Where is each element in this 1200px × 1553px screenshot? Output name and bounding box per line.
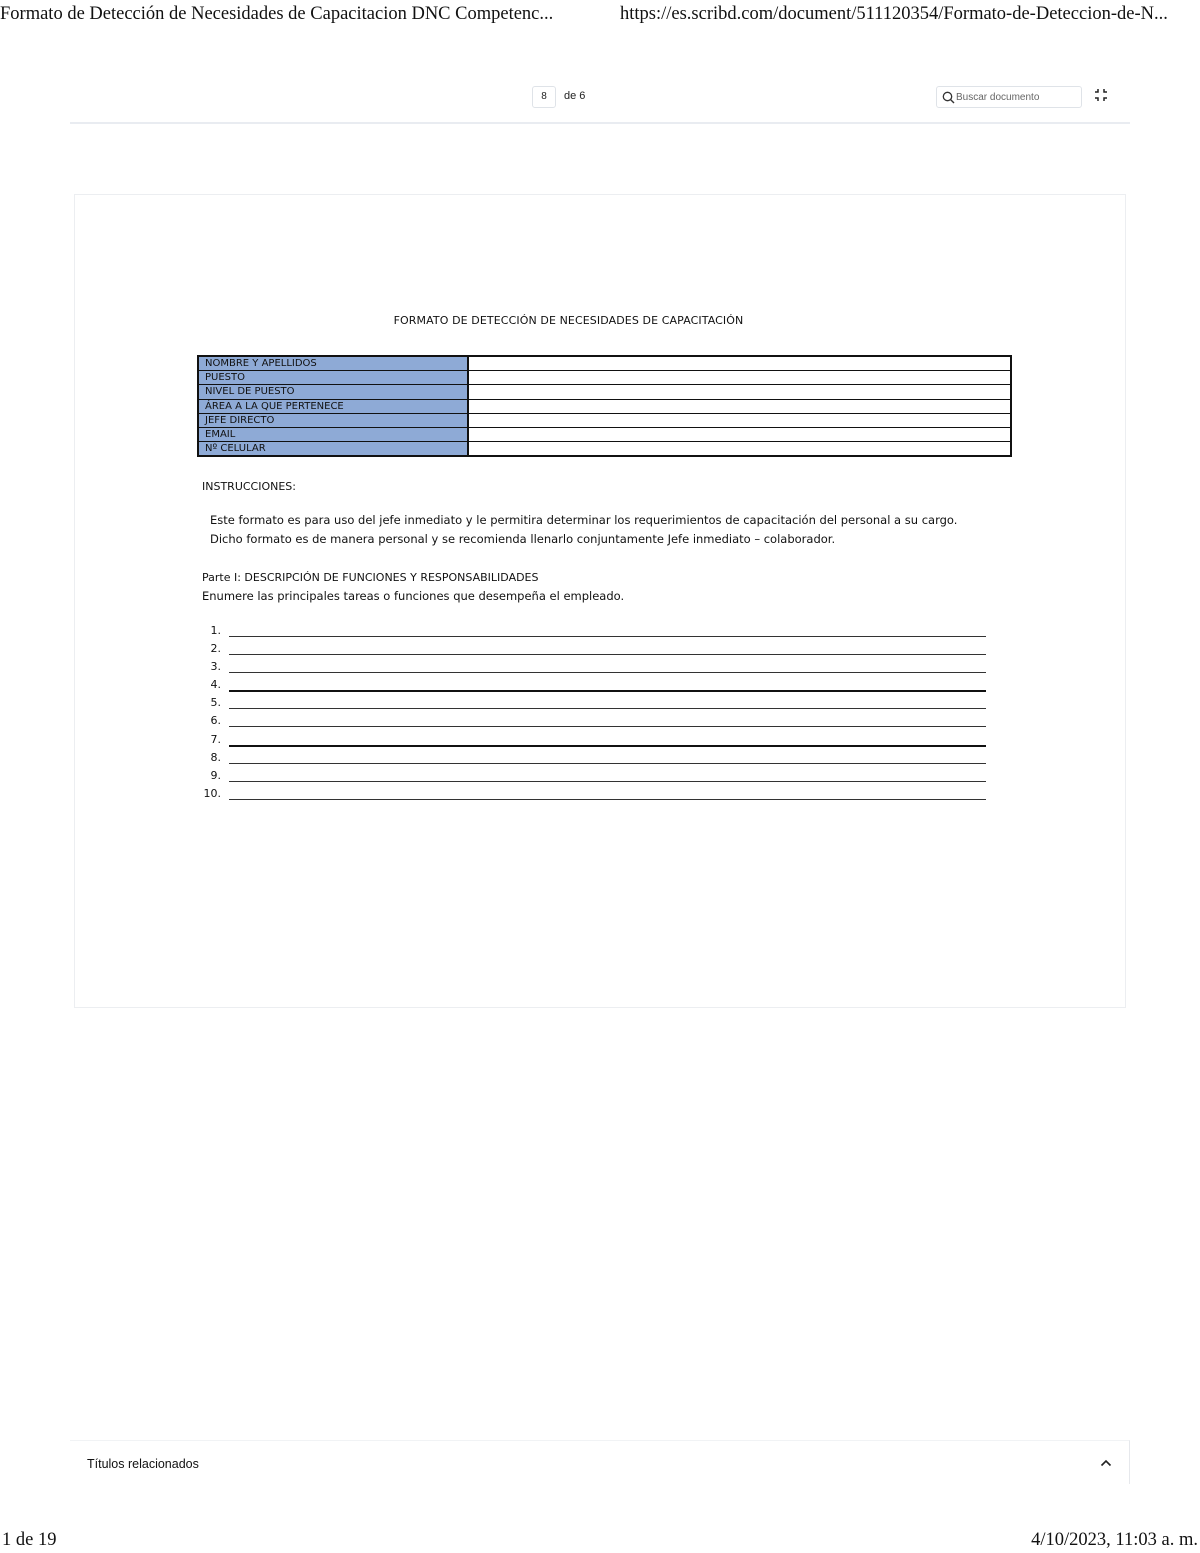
table-row bbox=[198, 371, 1011, 385]
field-label: JEFE DIRECTO bbox=[198, 413, 468, 427]
page-total-label: de 6 bbox=[564, 90, 586, 102]
field-value bbox=[468, 428, 1011, 442]
blank-line bbox=[229, 726, 986, 727]
list-item bbox=[197, 641, 997, 659]
related-titles-bar[interactable] bbox=[70, 1440, 1130, 1484]
field-value bbox=[468, 356, 1011, 371]
field-label: EMAIL bbox=[198, 428, 468, 442]
task-number: 8. bbox=[210, 750, 221, 764]
list-item bbox=[197, 732, 997, 750]
field-label: NOMBRE Y APELLIDOS bbox=[198, 356, 468, 371]
print-header bbox=[0, 0, 1200, 30]
table-row bbox=[198, 399, 1011, 413]
task-number: 7. bbox=[210, 732, 221, 746]
search-icon bbox=[942, 91, 955, 104]
list-item bbox=[197, 659, 997, 677]
chevron-up-icon[interactable] bbox=[1100, 1459, 1112, 1467]
task-number: 1. bbox=[210, 624, 221, 637]
task-number: 5. bbox=[210, 696, 221, 710]
field-value bbox=[468, 413, 1011, 427]
field-value bbox=[468, 385, 1011, 399]
related-titles-label: Títulos relacionados bbox=[87, 1457, 199, 1471]
document-title: FORMATO DE DETECCIÓN DE NECESIDADES DE CAPACITACIÓN bbox=[393, 314, 744, 327]
task-number: 4. bbox=[210, 678, 221, 692]
search-box[interactable] bbox=[936, 86, 1082, 108]
list-item bbox=[197, 677, 997, 695]
field-label: PUESTO bbox=[198, 371, 468, 385]
page-number-input[interactable]: 8 bbox=[532, 86, 556, 108]
task-number: 9. bbox=[210, 768, 221, 782]
print-footer bbox=[0, 1530, 1200, 1553]
list-item bbox=[197, 786, 997, 804]
print-page-number: 1 de 19 bbox=[2, 1530, 57, 1550]
field-value bbox=[468, 371, 1011, 385]
blank-line bbox=[229, 799, 986, 800]
document-page bbox=[74, 194, 1126, 1008]
part-1-subtitle: Enumere las principales tareas o funciones que desempeña el empleado. bbox=[202, 589, 625, 603]
task-number: 2. bbox=[210, 642, 221, 656]
field-label: ÁREA A LA QUE PERTENECE bbox=[198, 399, 468, 413]
table-row bbox=[198, 356, 1011, 371]
list-item bbox=[197, 768, 997, 786]
blank-line bbox=[229, 708, 986, 709]
field-label: Nº CELULAR bbox=[198, 442, 468, 457]
part-1-title: Parte I: DESCRIPCIÓN DE FUNCIONES Y RESPONSABILIDADES bbox=[202, 571, 539, 584]
table-row bbox=[198, 413, 1011, 427]
blank-line bbox=[229, 781, 986, 782]
collapse-icon[interactable] bbox=[1094, 88, 1108, 102]
task-number: 3. bbox=[210, 660, 221, 674]
blank-line bbox=[229, 763, 986, 764]
table-row bbox=[198, 442, 1011, 457]
employee-info-table bbox=[197, 355, 1012, 457]
instructions-title: INSTRUCCIONES: bbox=[202, 480, 296, 493]
task-number: 6. bbox=[210, 714, 221, 728]
list-item bbox=[197, 695, 997, 713]
print-title: Formato de Detección de Necesidades de Capacitacion DNC Competenc... bbox=[0, 4, 554, 24]
print-datetime: 4/10/2023, 11:03 a. m. bbox=[1031, 1530, 1198, 1550]
field-value bbox=[468, 442, 1011, 457]
blank-line bbox=[229, 690, 986, 692]
field-value bbox=[468, 399, 1011, 413]
field-label: NIVEL DE PUESTO bbox=[198, 385, 468, 399]
list-item bbox=[197, 750, 997, 768]
list-item bbox=[197, 623, 997, 641]
blank-line bbox=[229, 654, 986, 655]
instructions-text: Dicho formato es de manera personal y se recomienda llenarlo conjuntamente Jefe inmediato – colaborador. bbox=[210, 532, 836, 546]
task-number: 10. bbox=[203, 786, 221, 800]
blank-line bbox=[229, 636, 986, 637]
blank-line bbox=[229, 745, 986, 747]
viewer-toolbar bbox=[70, 80, 1130, 124]
table-row bbox=[198, 385, 1011, 399]
list-item bbox=[197, 713, 997, 731]
print-url: https://es.scribd.com/document/511120354/Formato-de-Deteccion-de-N... bbox=[620, 4, 1168, 24]
instructions-text: Este formato es para uso del jefe inmediato y le permitira determinar los requerimientos de capacitación del personal a su cargo. bbox=[210, 513, 958, 527]
search-input[interactable] bbox=[956, 89, 1078, 105]
blank-line bbox=[229, 672, 986, 673]
table-row bbox=[198, 428, 1011, 442]
task-list bbox=[197, 623, 997, 804]
